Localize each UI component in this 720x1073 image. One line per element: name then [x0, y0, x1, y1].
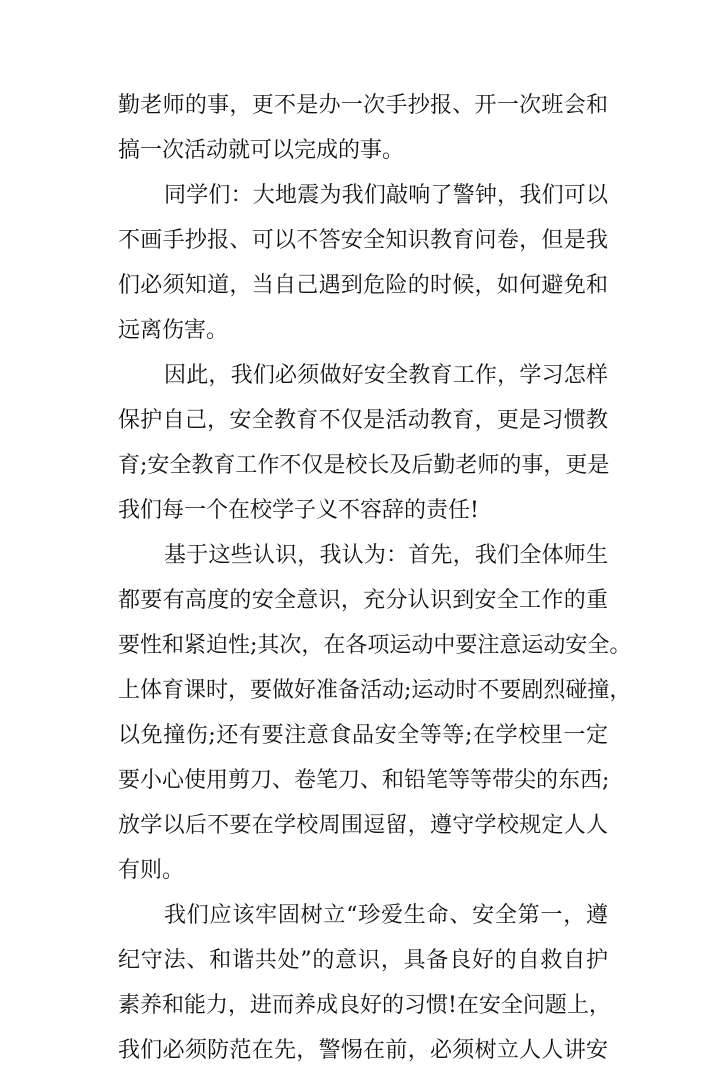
- text-line: 纪守法、和谐共处”的意识，具备良好的自救自护: [118, 948, 608, 973]
- text-line: 要小心使用剪刀、卷笔刀、和铅笔等等带尖的东西;: [118, 768, 610, 793]
- text-line: 勤老师的事，更不是办一次手抄报、开一次班会和: [118, 93, 608, 118]
- text-line: 放学以后不要在学校周围逗留，遵守学校规定人人: [118, 813, 608, 838]
- text-line: 都要有高度的安全意识，充分认识到安全工作的重: [118, 588, 608, 613]
- text-line: 要性和紧迫性;其次，在各项运动中要注意运动安全。: [118, 633, 632, 658]
- text-line: 我们必须防范在先，警惕在前，必须树立人人讲安: [118, 1038, 608, 1063]
- text-line: 不画手抄报、可以不答安全知识教育问卷，但是我: [118, 228, 608, 253]
- document-body: [118, 83, 632, 1073]
- text-line: 基于这些认识，我认为：首先，我们全体师生: [164, 543, 608, 568]
- text-line: 上体育课时，要做好准备活动;运动时不要剧烈碰撞，: [118, 678, 632, 703]
- text-line: 远离伤害。: [118, 318, 229, 343]
- text-line: 因此，我们必须做好安全教育工作，学习怎样: [164, 363, 608, 388]
- text-line: 育;安全教育工作不仅是校长及后勤老师的事，更是: [118, 453, 610, 478]
- text-line: 搞一次活动就可以完成的事。: [118, 138, 405, 163]
- text-line: 我们应该牢固树立“珍爱生命、安全第一，遵: [164, 903, 608, 928]
- text-line: 同学们：大地震为我们敲响了警钟，我们可以: [164, 183, 608, 208]
- text-line: 们必须知道，当自己遇到危险的时候，如何避免和: [118, 273, 608, 298]
- text-line: 素养和能力，进而养成良好的习惯!在安全问题上，: [118, 993, 611, 1018]
- text-line: 有则。: [118, 858, 185, 883]
- text-line: 我们每一个在校学子义不容辞的责任!: [118, 498, 479, 523]
- text-line: 以免撞伤;还有要注意食品安全等等;在学校里一定: [118, 723, 608, 748]
- text-line: 保护自己，安全教育不仅是活动教育，更是习惯教: [118, 408, 608, 433]
